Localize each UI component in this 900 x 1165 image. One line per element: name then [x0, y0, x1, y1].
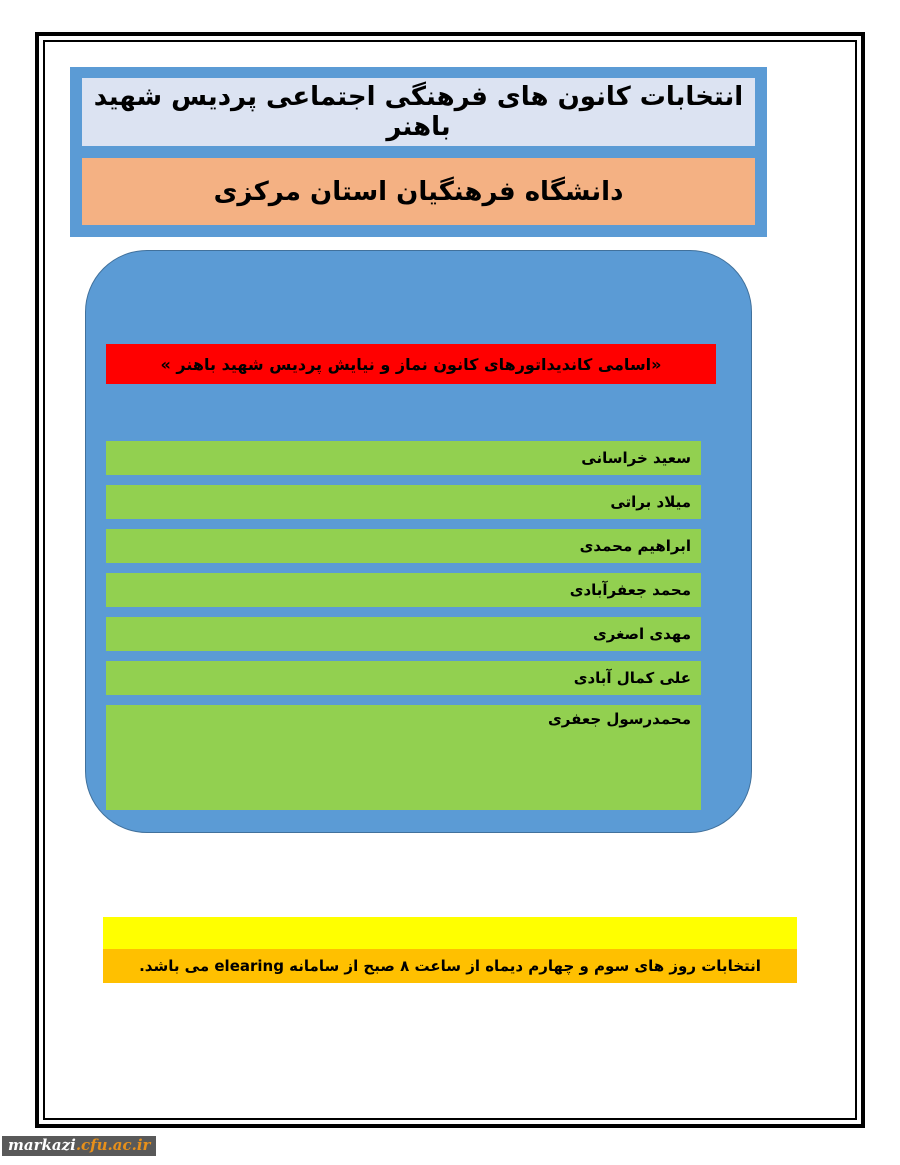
watermark-accent: .cfu.ac.ir	[75, 1136, 151, 1154]
site-watermark	[2, 1136, 156, 1156]
list-item: میلاد براتی	[106, 485, 701, 519]
list-item: محمد جعفرآبادی	[106, 573, 701, 607]
header-band-divider	[82, 146, 755, 158]
candidates-panel	[85, 250, 752, 833]
notice-text: انتخابات روز های سوم و چهارم دیماه از ساعت ۸ صبح از سامانه elearing می باشد.	[103, 949, 797, 983]
watermark-primary: markazi	[8, 1136, 76, 1154]
candidate-name-list	[106, 441, 701, 810]
list-item: ابراهیم محمدی	[106, 529, 701, 563]
list-item: سعید خراسانی	[106, 441, 701, 475]
page-title: انتخابات کانون های فرهنگی اجتماعی پردیس شهید باهنر	[82, 78, 755, 146]
notice-box	[103, 917, 797, 983]
candidates-banner: «اسامی کاندیداتورهای کانون نماز و نیایش پردیس شهید باهنر »	[106, 344, 716, 384]
list-item: محمدرسول جعفری	[106, 705, 701, 810]
list-item: مهدی اصغری	[106, 617, 701, 651]
list-item: علی کمال آبادی	[106, 661, 701, 695]
header-box	[70, 67, 767, 237]
page-subtitle: دانشگاه فرهنگیان استان مرکزی	[82, 158, 755, 225]
